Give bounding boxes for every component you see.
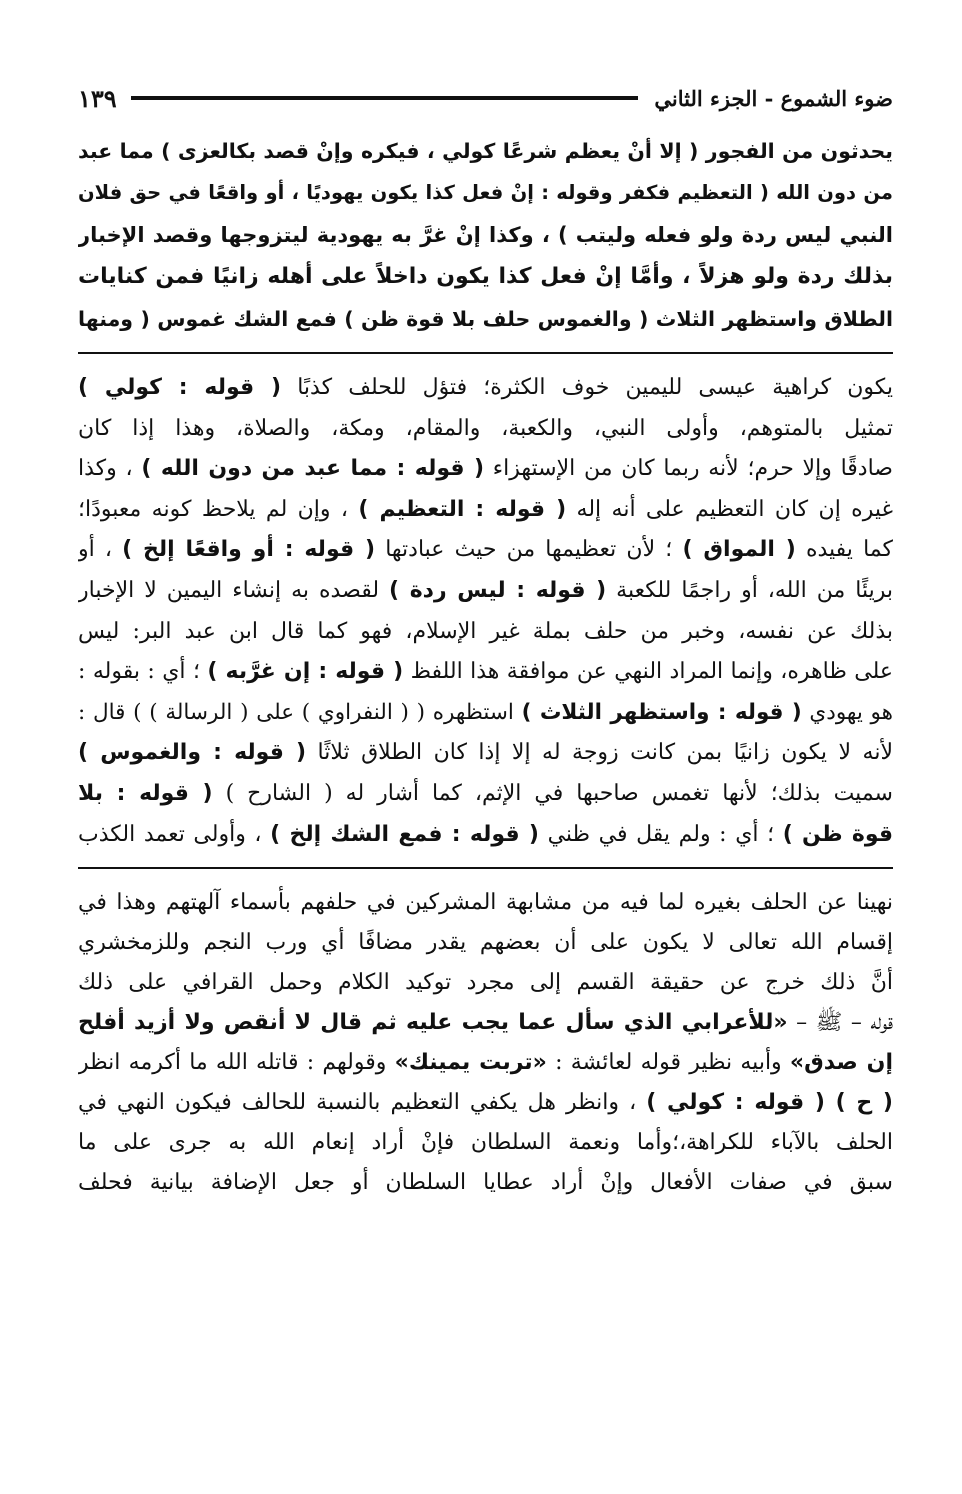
page-number: ١٣٩ xyxy=(78,83,117,113)
text-segment: لقصده به إنشاء اليمين لا الإخبار xyxy=(78,577,389,603)
text-segment: غيره إن كان التعظيم على أنه إله xyxy=(566,496,893,522)
header-rule xyxy=(131,96,639,100)
gloss-line xyxy=(78,1003,893,1043)
commentary-line xyxy=(78,571,893,612)
commentary-line xyxy=(78,733,893,774)
text-segment: على ظاهره، وإنما المراد النهي عن موافقة هذا اللفظ xyxy=(403,659,893,685)
main-text xyxy=(78,130,893,340)
text-segment: ، وانظر هل يكفي التعظيم بالنسبة للحالف فيكون النهي في xyxy=(78,1090,647,1116)
text-segment: وأبيه نظير قوله لعائشة : xyxy=(546,1050,790,1076)
gloss-line xyxy=(78,1043,893,1083)
main-text-line: النبي ليس ردة ولو فعله وليتب ) ، وكذا إنْ غرَّ به يهودية ليتزوجها وقصد الإخبار xyxy=(78,223,893,247)
gloss-line xyxy=(78,963,893,1003)
text-segment: هو يهودي xyxy=(801,699,893,725)
quoted-phrase: ( قوله : مما عبد من دون الله ) xyxy=(141,456,485,482)
text-segment: إقسام الله تعالى لا يكون على أن بعضهم يقدر مضافًا أي ورب النجم وللزمخشري xyxy=(78,930,893,956)
commentary-text xyxy=(78,368,893,855)
commentary-line xyxy=(78,368,893,409)
commentary-line xyxy=(78,774,893,815)
quoted-phrase: ( قوله : فمع الشك إلخ ) xyxy=(270,821,539,847)
book-page xyxy=(78,80,893,1420)
commentary-line xyxy=(78,693,893,734)
text-segment: ؛ أي : ولم يقل في ظني xyxy=(538,821,783,847)
text-segment: صادقًا وإلا حرم؛ لأنه ربما كان من الإستهزاء xyxy=(484,456,893,482)
gloss-text xyxy=(78,883,893,1203)
main-text-line: من دون الله ( التعظيم فكفر وقوله : إنْ فعل كذا يكون يهوديًا ، أو واقعًا في حق فلان xyxy=(78,181,893,204)
section-divider xyxy=(78,352,893,354)
text-segment: كما يفيده xyxy=(795,537,893,563)
quoted-phrase: ( قوله : واستظهر الثلاث ) xyxy=(521,699,802,725)
text-segment: بذلك عن نفسه، وخبر من حلف بملة غير الإسلام، فهو كما قال ابن عبد البر: ليس xyxy=(78,618,893,644)
text-segment: سبق في صفات الأفعال وإنْ أراد عطايا السلطان أو جعل الإضافة بيانية فحلف xyxy=(78,1170,893,1196)
text-segment: ، أو xyxy=(78,537,123,563)
text-segment: لأنه لا يكون زانيًا بمن كانت زوجة له إلا إذا كان الطلاق ثلاثًا xyxy=(306,740,893,766)
text-segment: ؛ أي : بقوله : xyxy=(78,659,208,685)
gloss-line xyxy=(78,1163,893,1203)
main-text-line: يحدثون من الفجور ( إلا أنْ يعظم شرعًا كولي ، فيكره وإنْ قصد بكالعزى ) مما عبد xyxy=(78,139,893,163)
quoted-phrase: «تربت يمينك» xyxy=(394,1050,547,1076)
quoted-phrase: قوة ظن ) xyxy=(782,821,893,847)
gloss-line xyxy=(78,883,893,923)
quoted-phrase: إن صدق» xyxy=(789,1050,893,1076)
quoted-phrase: ( قوله : التعظيم ) xyxy=(358,496,567,522)
quoted-phrase: ( قوله : إن غرَّبه ) xyxy=(207,659,404,685)
commentary-line xyxy=(78,409,893,450)
gloss-line xyxy=(78,1123,893,1163)
quoted-phrase: ( قوله : والغموس ) xyxy=(78,740,307,766)
text-segment: يكون كراهية عيسى لليمين خوف الكثرة؛ فتؤل للحلف كذبًا xyxy=(281,375,893,400)
quoted-phrase: ( قوله : ليس ردة ) xyxy=(389,577,607,603)
quoted-phrase: ( قوله : بلا xyxy=(78,780,213,806)
text-segment: ؛ لأن تعظيمها من حيث عبادتها xyxy=(375,537,683,563)
main-text-line: بذلك ردة ولو هزلاً ، وأمَّا إنْ فعل كذا يكون داخلاً على أهله زانيًا فمن كنايات xyxy=(78,264,893,289)
running-title: ضوء الشموع - الجزء الثاني xyxy=(654,85,893,111)
text-segment: أنَّ ذلك خرج عن حقيقة القسم إلى مجرد توكيد الكلام وحمل القرافي على ذلك xyxy=(78,970,893,996)
quoted-phrase: ( المواق ) xyxy=(682,537,796,563)
commentary-line xyxy=(78,612,893,653)
section-divider xyxy=(78,867,893,869)
gloss-line xyxy=(78,923,893,963)
quoted-phrase: «للأعرابي الذي سأل عما يجب عليه ثم قال لا أنقص ولا أزيد أفلح xyxy=(78,1010,788,1036)
text-segment: سميت بذلك؛ لأنها تغمس صاحبها في الإثم، كما أشار له ( الشارح ) xyxy=(212,780,893,806)
commentary-line xyxy=(78,815,893,856)
text-segment: قوله – ﷺ – xyxy=(787,1010,893,1036)
commentary-line xyxy=(78,490,893,531)
text-segment: بريئًا من الله، أو راجمًا للكعبة xyxy=(606,577,893,603)
text-segment: ، وإن لم يلاحظ كونه معبودًا؛ xyxy=(78,496,359,522)
gloss-line xyxy=(78,1083,893,1123)
commentary-line xyxy=(78,652,893,693)
text-segment: وقولهم : قاتله الله ما أكرمه انظر xyxy=(78,1050,395,1076)
text-segment: الحلف بالآباء للكراهة،؛وأما ونعمة السلطان فإنْ أراد إنعام الله به جرى على ما xyxy=(78,1130,893,1156)
quoted-phrase: ( قوله : كولي ) xyxy=(78,375,282,400)
quoted-phrase: ( قوله : أو واقعًا إلخ ) xyxy=(122,537,376,563)
quoted-phrase: ( ح ) ( قوله : كولي ) xyxy=(646,1090,893,1116)
text-segment: استظهره ( ( النفراوي ) على ( الرسالة ) ) قال : xyxy=(78,699,522,725)
main-text-line: الطلاق واستظهر الثلاث ( والغموس حلف بلا قوة ظن ) فمع الشك غموس ( ومنها xyxy=(78,307,893,331)
text-segment: ، وأولى تعمد الكذب xyxy=(78,821,271,847)
text-segment: نهينا عن الحلف بغيره لما فيه من مشابهة المشركين في حلفهم بأسماء آلهتهم وهذا في xyxy=(78,890,893,916)
commentary-line xyxy=(78,449,893,490)
text-segment: تمثيل بالمتوهم، وأولى النبي، والكعبة، والمقام، ومكة، والصلاة، وهذا إذا كان xyxy=(78,415,893,441)
text-segment: ، وكذا xyxy=(78,456,142,482)
page-header xyxy=(78,80,893,116)
commentary-line xyxy=(78,530,893,571)
